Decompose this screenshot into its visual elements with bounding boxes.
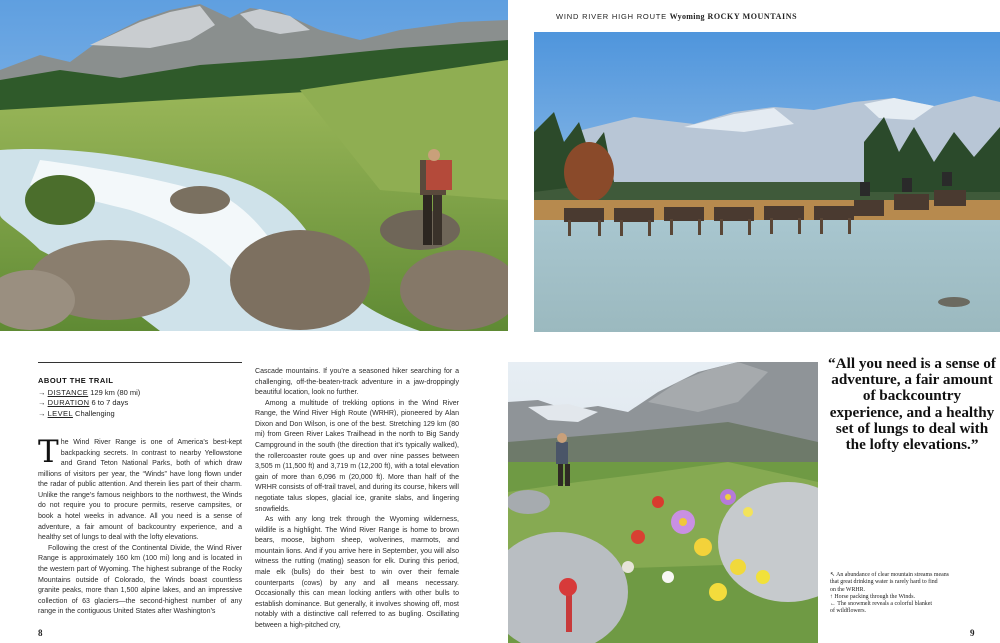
trail-value-level: Challenging (75, 408, 115, 418)
caption-line: ↖ An abundance of clear mountain streams means (830, 572, 949, 578)
photo-wildflowers (508, 362, 818, 643)
page-number-right: 9 (970, 628, 975, 638)
arrow-icon: → (38, 408, 46, 418)
running-head (556, 12, 976, 24)
section-rule (38, 362, 242, 363)
body-paragraph (38, 434, 242, 544)
photo-horse-packing (534, 32, 1000, 332)
body-text: he Wind River Range is one of America’s best-kept backpacking secrets. In contrast to nearby Yellowstone and Grand Teton National Parks, both of which draw millions of visitors per year, the “Winds” have long flown under the radar of public attention. And therein lies part of their charm. Unlike the range’s famous neighbors to the northwest, the Winds do not require you to procure permits, reserve campsites, or book a hotel weeks in advance. All you need is a sense of adventure, a fair amount of backcountry experience, and a healthy set of lungs to deal with the lofty elevations. (38, 439, 242, 542)
arrow-icon: → (38, 398, 46, 408)
trail-row-duration (38, 398, 242, 409)
drop-cap: T (38, 434, 59, 470)
trail-key-duration: DURATION (47, 398, 90, 408)
body-paragraph: Cascade mountains. If you’re a seasoned hiker searching for a challenging, off-the-beaten-track adventure in a jaw-droppingly beautiful location, look no further. (255, 368, 459, 397)
body-paragraph: Among a multitude of trekking options in the Wind River Range, the Wind River High Route (WRHR), pioneered by Alan Dixon and Don Wilson, is one of the best. Stretching 129 km (80 mi) from Green River Lakes Trailhead in the north to Big Sandy Campground in the south (the direction that it’s typically walked), the rollercoaster route goes up and over nine passes between 3,505 m (11,500 ft) and 3,719 m (12,200 ft), with a total elevation gain of more than 6,096 m (20,000 ft). More than half of the WRHR consists of off-trail travel, and during its course, hikers will negotiate talus slopes, glacial ice, granite slabs, and lingering snowfields. (255, 399, 459, 513)
running-head-state: Wyoming (669, 12, 705, 21)
caption-line: that great drinking water is rarely hard to find (830, 579, 938, 586)
caption-line: ↑ Horse packing through the Winds. (830, 593, 916, 600)
body-column-1 (38, 434, 242, 618)
trail-value-distance: 129 km (80 mi) (90, 387, 141, 397)
caption-line: of wildflowers. (830, 608, 866, 615)
about-the-trail-title: ABOUT THE TRAIL (38, 376, 114, 385)
body-column-2 (255, 367, 459, 631)
page-number-left: 8 (38, 628, 43, 638)
trail-row-distance (38, 388, 242, 399)
running-head-route: WIND RIVER HIGH ROUTE (556, 12, 667, 21)
body-paragraph: As with any long trek through the Wyoming wilderness, wildlife is a highlight. The Wind River Range is home to brown bears, moose, bighorn sheep, wolverines, marmots, and mountain lions. And if you arrive here in September, you will also witness the rutting (mating) season for elk. During this period, male elk (bulls) do their best to win over their female counterparts (cows) by any and all means necessary. Occasionally this can mean locking antlers with other bulls to establish dominance. But generally, it involves showing off, most notably with a distinctive call referred to as bugling. Oscillating between a high-pitched cry, (255, 516, 459, 629)
caption-line: ← The snowmelt reveals a colorful blanket (830, 601, 932, 608)
pull-quote: “All you need is a sense of adventure, a fair amount of backcountry experience, and a healthy set of lungs to deal with the lofty elevations.” (828, 355, 996, 454)
caption-line: on the WRHR. (830, 586, 866, 593)
photo-captions (830, 572, 998, 616)
trail-key-level: LEVEL (47, 408, 73, 418)
photo-hiker-stream (0, 0, 508, 331)
trail-key-distance: DISTANCE (47, 387, 89, 397)
trail-value-duration: 6 to 7 days (91, 398, 129, 408)
arrow-icon: → (38, 387, 46, 397)
body-paragraph: Following the crest of the Continental Divide, the Wind River Range is approximately 160 km (100 mi) long and is located in the western part of Wyoming. The highest subrange of the Rocky Mountains outside of Colorado, the Winds boast countless granite peaks, more than 1,500 alpine lakes, and an impressive collection of 63 glaciers—the second-highest number of any range in the contiguous United States after Washington’s (38, 544, 242, 616)
running-head-region: ROCKY MOUNTAINS (707, 12, 798, 21)
about-the-trail-box (38, 376, 242, 419)
trail-row-level (38, 409, 242, 420)
